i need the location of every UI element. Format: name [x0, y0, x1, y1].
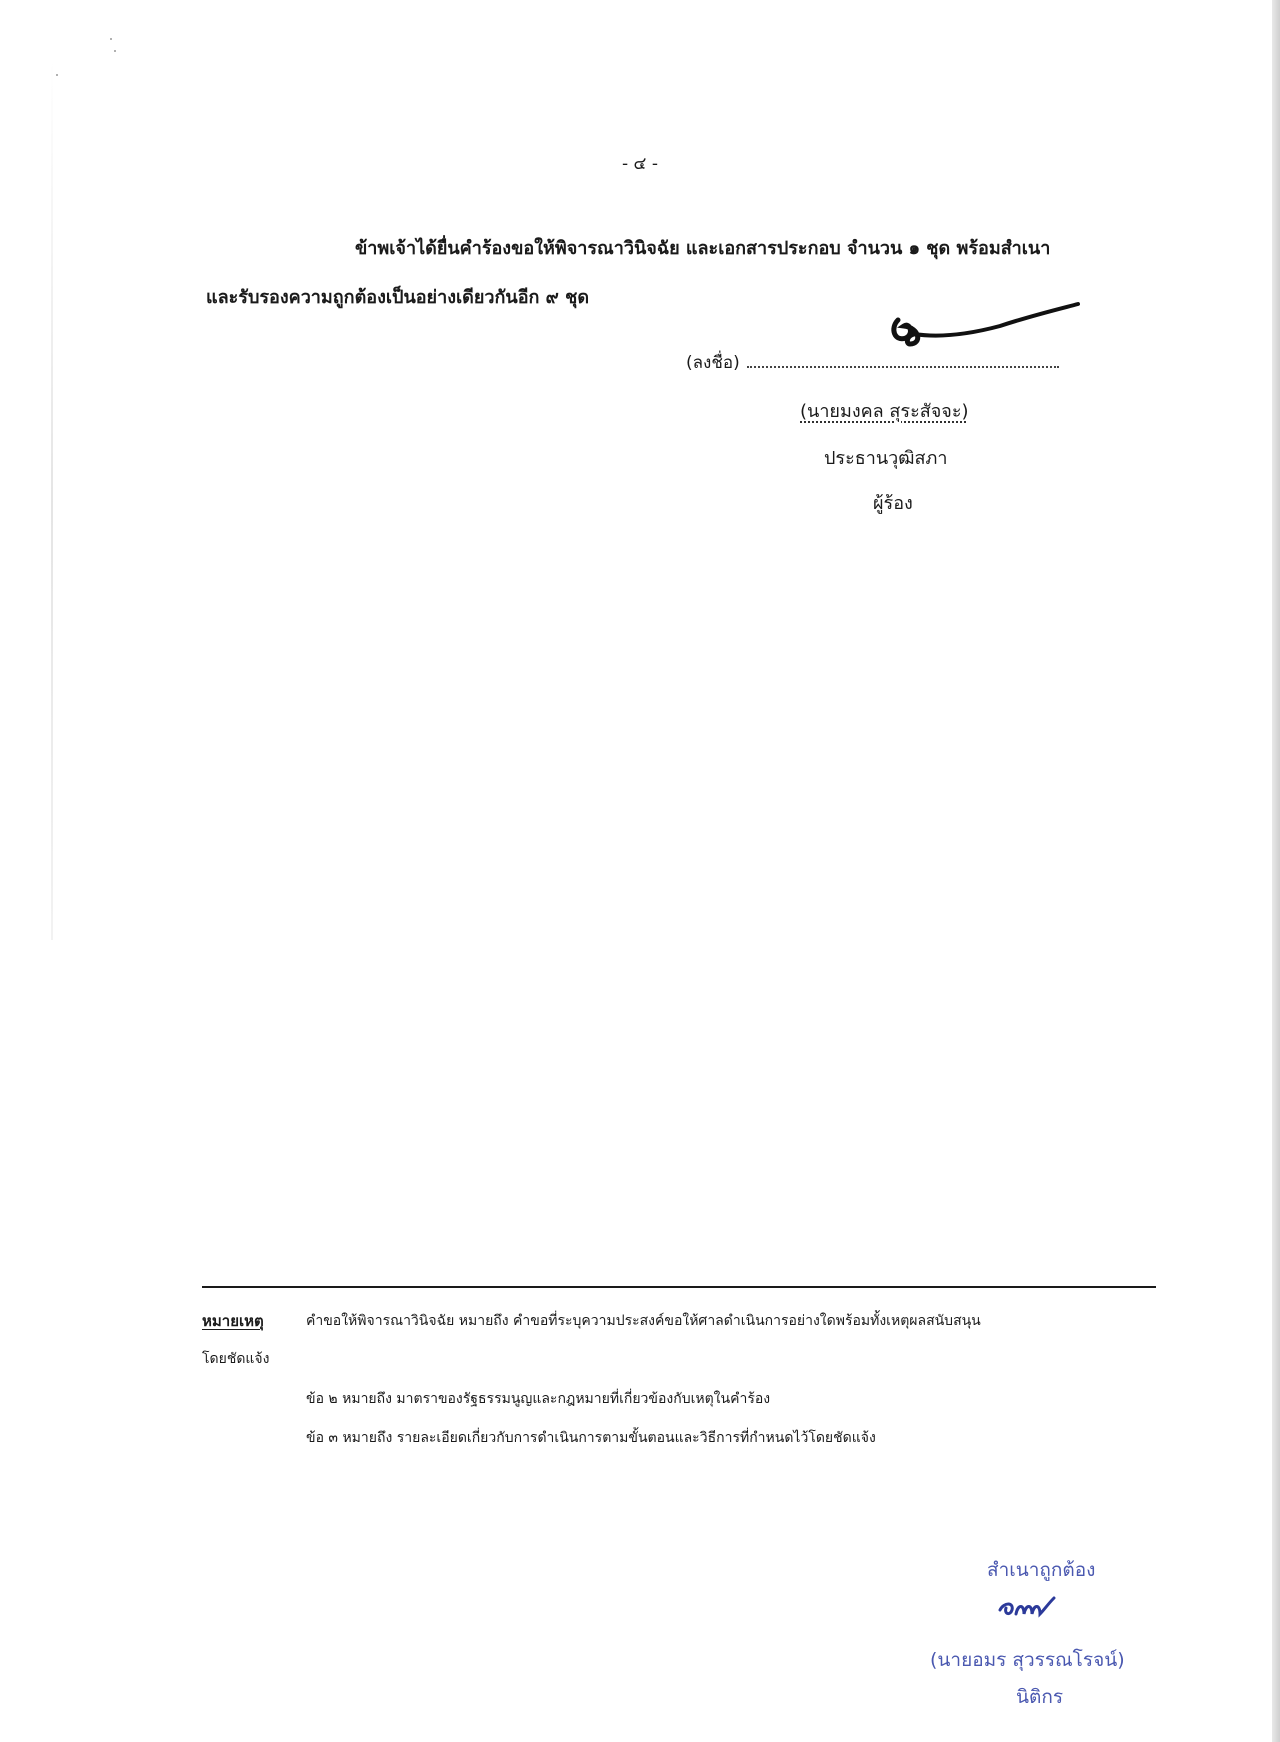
notes-heading: หมายเหตุ: [202, 1312, 264, 1330]
signatory-title: ประธานวุฒิสภา: [824, 448, 948, 469]
note-line-2: โดยชัดแจ้ง: [202, 1351, 270, 1367]
signature-label: (ลงชื่อ): [686, 353, 740, 373]
scan-margin-mark: [51, 60, 53, 940]
note-line-4: ข้อ ๓ หมายถึง รายละเอียดเกี่ยวกับการดำเนินการตามขั้นตอนและวิธีการที่กำหนดไว้โดยชัดแจ้ง: [306, 1430, 876, 1446]
note-line-3: ข้อ ๒ หมายถึง มาตราของรัฐธรรมนูญและกฎหมายที่เกี่ยวข้องกับเหตุในคำร้อง: [306, 1391, 771, 1407]
body-paragraph-line-2: และรับรองความถูกต้องเป็นอย่างเดียวกันอีก ๙ ชุด: [206, 287, 590, 308]
page-edge-shadow: [1272, 0, 1280, 1742]
notes-divider: [202, 1286, 1156, 1288]
page-number: - ๔ -: [622, 154, 658, 174]
signature-line: [747, 366, 1059, 368]
certifier-title: นิติกร: [1016, 1686, 1064, 1708]
body-paragraph-line-1: ข้าพเจ้าได้ยื่นคำร้องขอให้พิจารณาวินิจฉัย และเอกสารประกอบ จำนวน ๑ ชุด พร้อมสำเนา: [355, 238, 1051, 259]
signatory-role: ผู้ร้อง: [873, 493, 913, 514]
certification-signature: [996, 1590, 1066, 1624]
certifier-name: (นายอมร สุวรรณโรจน์): [930, 1649, 1125, 1671]
signatory-name: (นายมงคล สุระสัจจะ): [800, 401, 969, 422]
note-line-1: คำขอให้พิจารณาวินิจฉัย หมายถึง คำขอที่ระบุความประสงค์ขอให้ศาลดำเนินการอย่างใดพร้อมทั้งเหตุผลสนับสนุน: [306, 1313, 981, 1329]
certification-label: สำเนาถูกต้อง: [987, 1559, 1096, 1581]
signature-mark: [880, 298, 1080, 358]
